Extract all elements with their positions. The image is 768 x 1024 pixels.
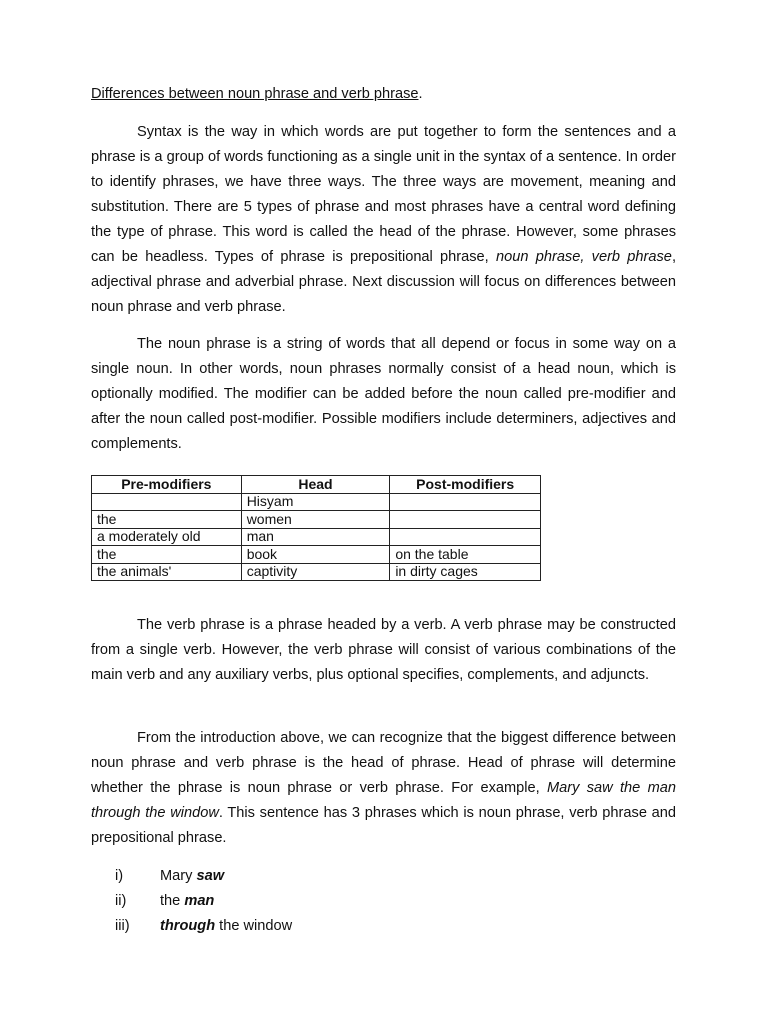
cell-head: book bbox=[241, 546, 390, 564]
header-pre-modifiers: Pre-modifiers bbox=[92, 476, 242, 494]
header-post-modifiers: Post-modifiers bbox=[390, 476, 541, 494]
example-head-word: man bbox=[184, 893, 215, 909]
paragraph-text: From the introduction above, we can recognize that the biggest difference between noun phrase and verb phrase is the head of phrase. Head of phrase will determine whether the phrase is noun phrase or verb phrase. For example, bbox=[91, 730, 676, 796]
cell-head: captivity bbox=[241, 563, 390, 581]
paragraph-text: The noun phrase is a string of words that all depend or focus in some way on a single noun. In other words, noun phrases normally consist of a head noun, which is optionally modified. The modifier can be added before the noun called pre-modifier and after the noun called post-modifier. Possible modifiers include determiners, adjectives and complements. bbox=[91, 336, 676, 452]
cell-pre-modifier bbox=[92, 493, 242, 511]
cell-pre-modifier: a moderately old bbox=[92, 528, 242, 546]
paragraph-text: . This sentence has 3 phrases which is noun phrase, verb phrase and prepositional phrase. bbox=[91, 805, 676, 846]
cell-head: women bbox=[241, 511, 390, 529]
cell-pre-modifier: the bbox=[92, 546, 242, 564]
example-item bbox=[115, 914, 292, 939]
cell-post-modifier bbox=[390, 493, 541, 511]
paragraph-text: , adjectival phrase and adverbial phrase. Next discussion will focus on differences between noun phrase and verb phrase. bbox=[91, 249, 676, 315]
example-head-word: saw bbox=[196, 868, 225, 884]
example-item bbox=[115, 889, 214, 914]
table-row bbox=[92, 528, 541, 546]
example-number: iii) bbox=[115, 918, 130, 934]
example-text: the bbox=[160, 893, 185, 909]
cell-head: Hisyam bbox=[241, 493, 390, 511]
table-row bbox=[92, 493, 541, 511]
cell-post-modifier bbox=[390, 528, 541, 546]
document-title-period: . bbox=[418, 86, 423, 102]
cell-head: man bbox=[241, 528, 390, 546]
cell-pre-modifier: the animals' bbox=[92, 563, 242, 581]
table-row bbox=[92, 511, 541, 529]
document-title bbox=[91, 82, 423, 107]
example-head-word: through bbox=[160, 918, 216, 934]
header-head: Head bbox=[241, 476, 390, 494]
paragraph-verb-phrase bbox=[91, 613, 676, 688]
paragraph-italic-text: Mary saw the man through the window bbox=[91, 780, 676, 821]
example-number: ii) bbox=[115, 893, 127, 909]
cell-post-modifier bbox=[390, 511, 541, 529]
table-header-row bbox=[92, 476, 541, 494]
document-title-text: Differences between noun phrase and verb phrase bbox=[91, 86, 419, 102]
cell-post-modifier: on the table bbox=[390, 546, 541, 564]
example-text: the window bbox=[215, 918, 293, 934]
table-row bbox=[92, 563, 541, 581]
cell-pre-modifier: the bbox=[92, 511, 242, 529]
modifiers-table bbox=[91, 475, 541, 581]
paragraph-text: Syntax is the way in which words are put together to form the sentences and a phrase is a group of words functioning as a single unit in the syntax of a sentence. In order to identify phrases, we have three ways. The three ways are movement, meaning and substitution. There are 5 types of phrase and most phrases have a central word defining the type of phrase. This word is called the head of the phrase. However, some phrases can be headless. Types of phrase is prepositional phrase, bbox=[91, 124, 676, 265]
paragraph-italic-text: noun phrase, verb phrase bbox=[496, 249, 672, 265]
table-row bbox=[92, 546, 541, 564]
paragraph-difference bbox=[91, 726, 676, 851]
cell-post-modifier: in dirty cages bbox=[390, 563, 541, 581]
example-number: i) bbox=[115, 868, 124, 884]
example-item bbox=[115, 864, 224, 889]
paragraph-syntax-intro bbox=[91, 120, 676, 320]
paragraph-text: The verb phrase is a phrase headed by a verb. A verb phrase may be constructed from a single verb. However, the verb phrase will consist of various combinations of the main verb and any auxiliary verbs, plus optional specifies, complements, and adjuncts. bbox=[91, 617, 676, 683]
paragraph-noun-phrase bbox=[91, 332, 676, 457]
example-text: Mary bbox=[160, 868, 197, 884]
